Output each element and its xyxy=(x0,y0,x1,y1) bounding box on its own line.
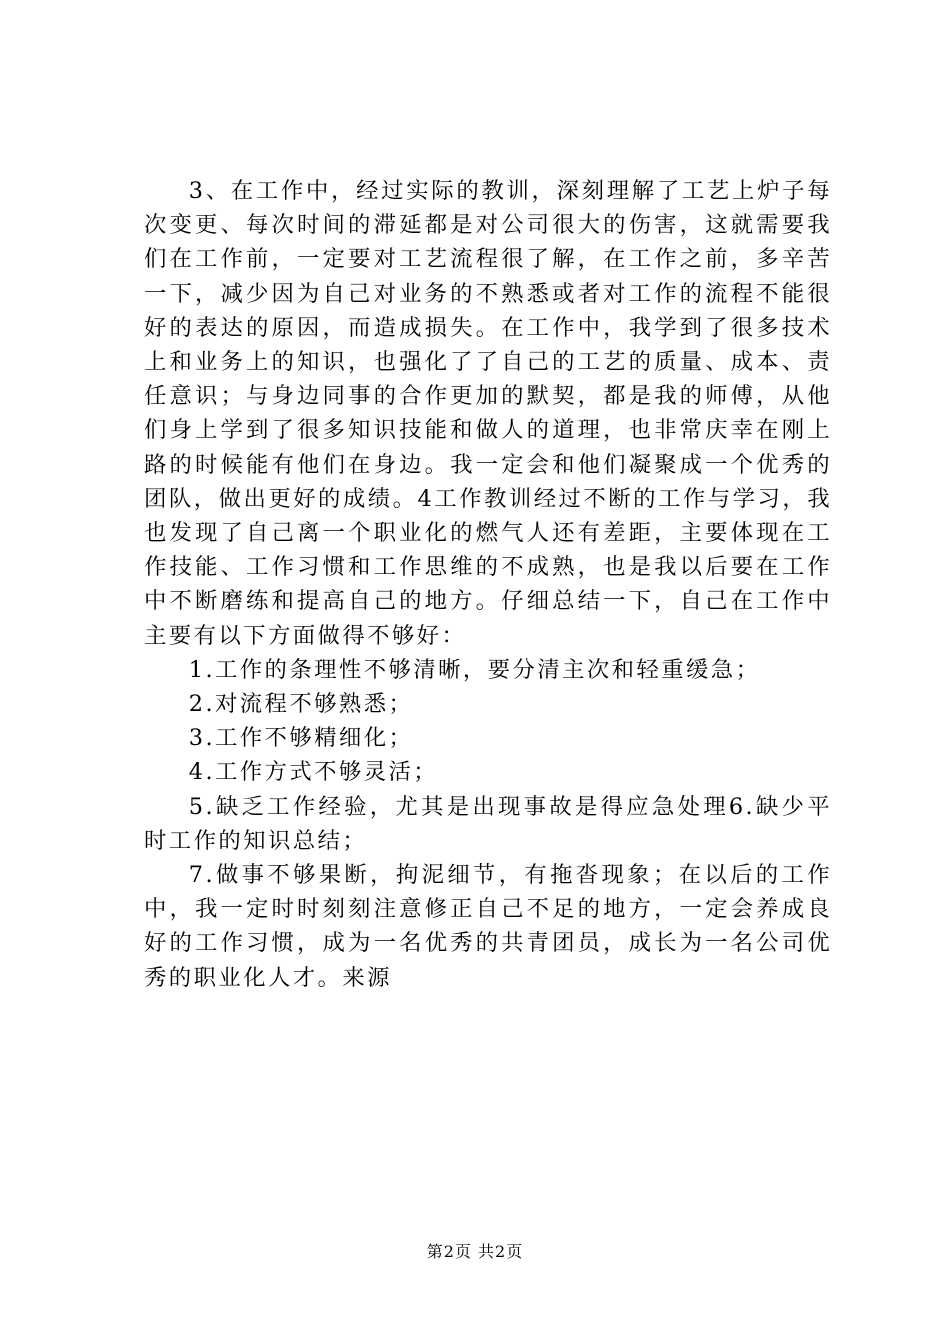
list-item-1: 1.工作的条理性不够清晰，要分清主次和轻重缓急； xyxy=(188,656,761,683)
list-item-3: 3.工作不够精细化； xyxy=(188,725,414,752)
list-item-7: 7.做事不够果断，拘泥细节，有拖沓现象；在以后的工作中，我一定时时刻刻注意修正自己不足的地方，一定会养成良好的工作习惯，成为一名优秀的共青团员，成长为一名公司优秀的职业化人才。来源 xyxy=(144,862,832,991)
list-item-2: 2.对流程不够熟悉； xyxy=(188,691,414,718)
list-item-4: 4.工作方式不够灵活； xyxy=(188,759,439,786)
document-body xyxy=(144,174,832,995)
page-footer: 第2页 共2页 xyxy=(426,1242,524,1261)
list-item-5: 5.缺乏工作经验，尤其是出现事故是得应急处理6.缺少平时工作的知识总结； xyxy=(144,793,832,854)
paragraph-summary: 3、在工作中，经过实际的教训，深刻理解了工艺上炉子每次变更、每次时间的滞延都是对公司很大的伤害，这就需要我们在工作前，一定要对工艺流程很了解，在工作之前，多辛苦一下，减少因为自己对业务的不熟悉或者对工作的流程不能很好的表达的原因，而造成损失。在工作中，我学到了很多技术上和业务上的知识，也强化了了自己的工艺的质量、成本、责任意识；与身边同事的合作更加的默契，都是我的师傅，从他们身上学到了很多知识技能和做人的道理，也非常庆幸在刚上路的时候能有他们在身边。我一定会和他们凝聚成一个优秀的团队，做出更好的成绩。4工作教训经过不断的工作与学习，我也发现了自己离一个职业化的燃气人还有差距，主要体现在工作技能、工作习惯和工作思维的不成熟，也是我以后要在工作中不断磨练和提高自己的地方。仔细总结一下，自己在工作中主要有以下方面做得不够好： xyxy=(144,178,832,649)
